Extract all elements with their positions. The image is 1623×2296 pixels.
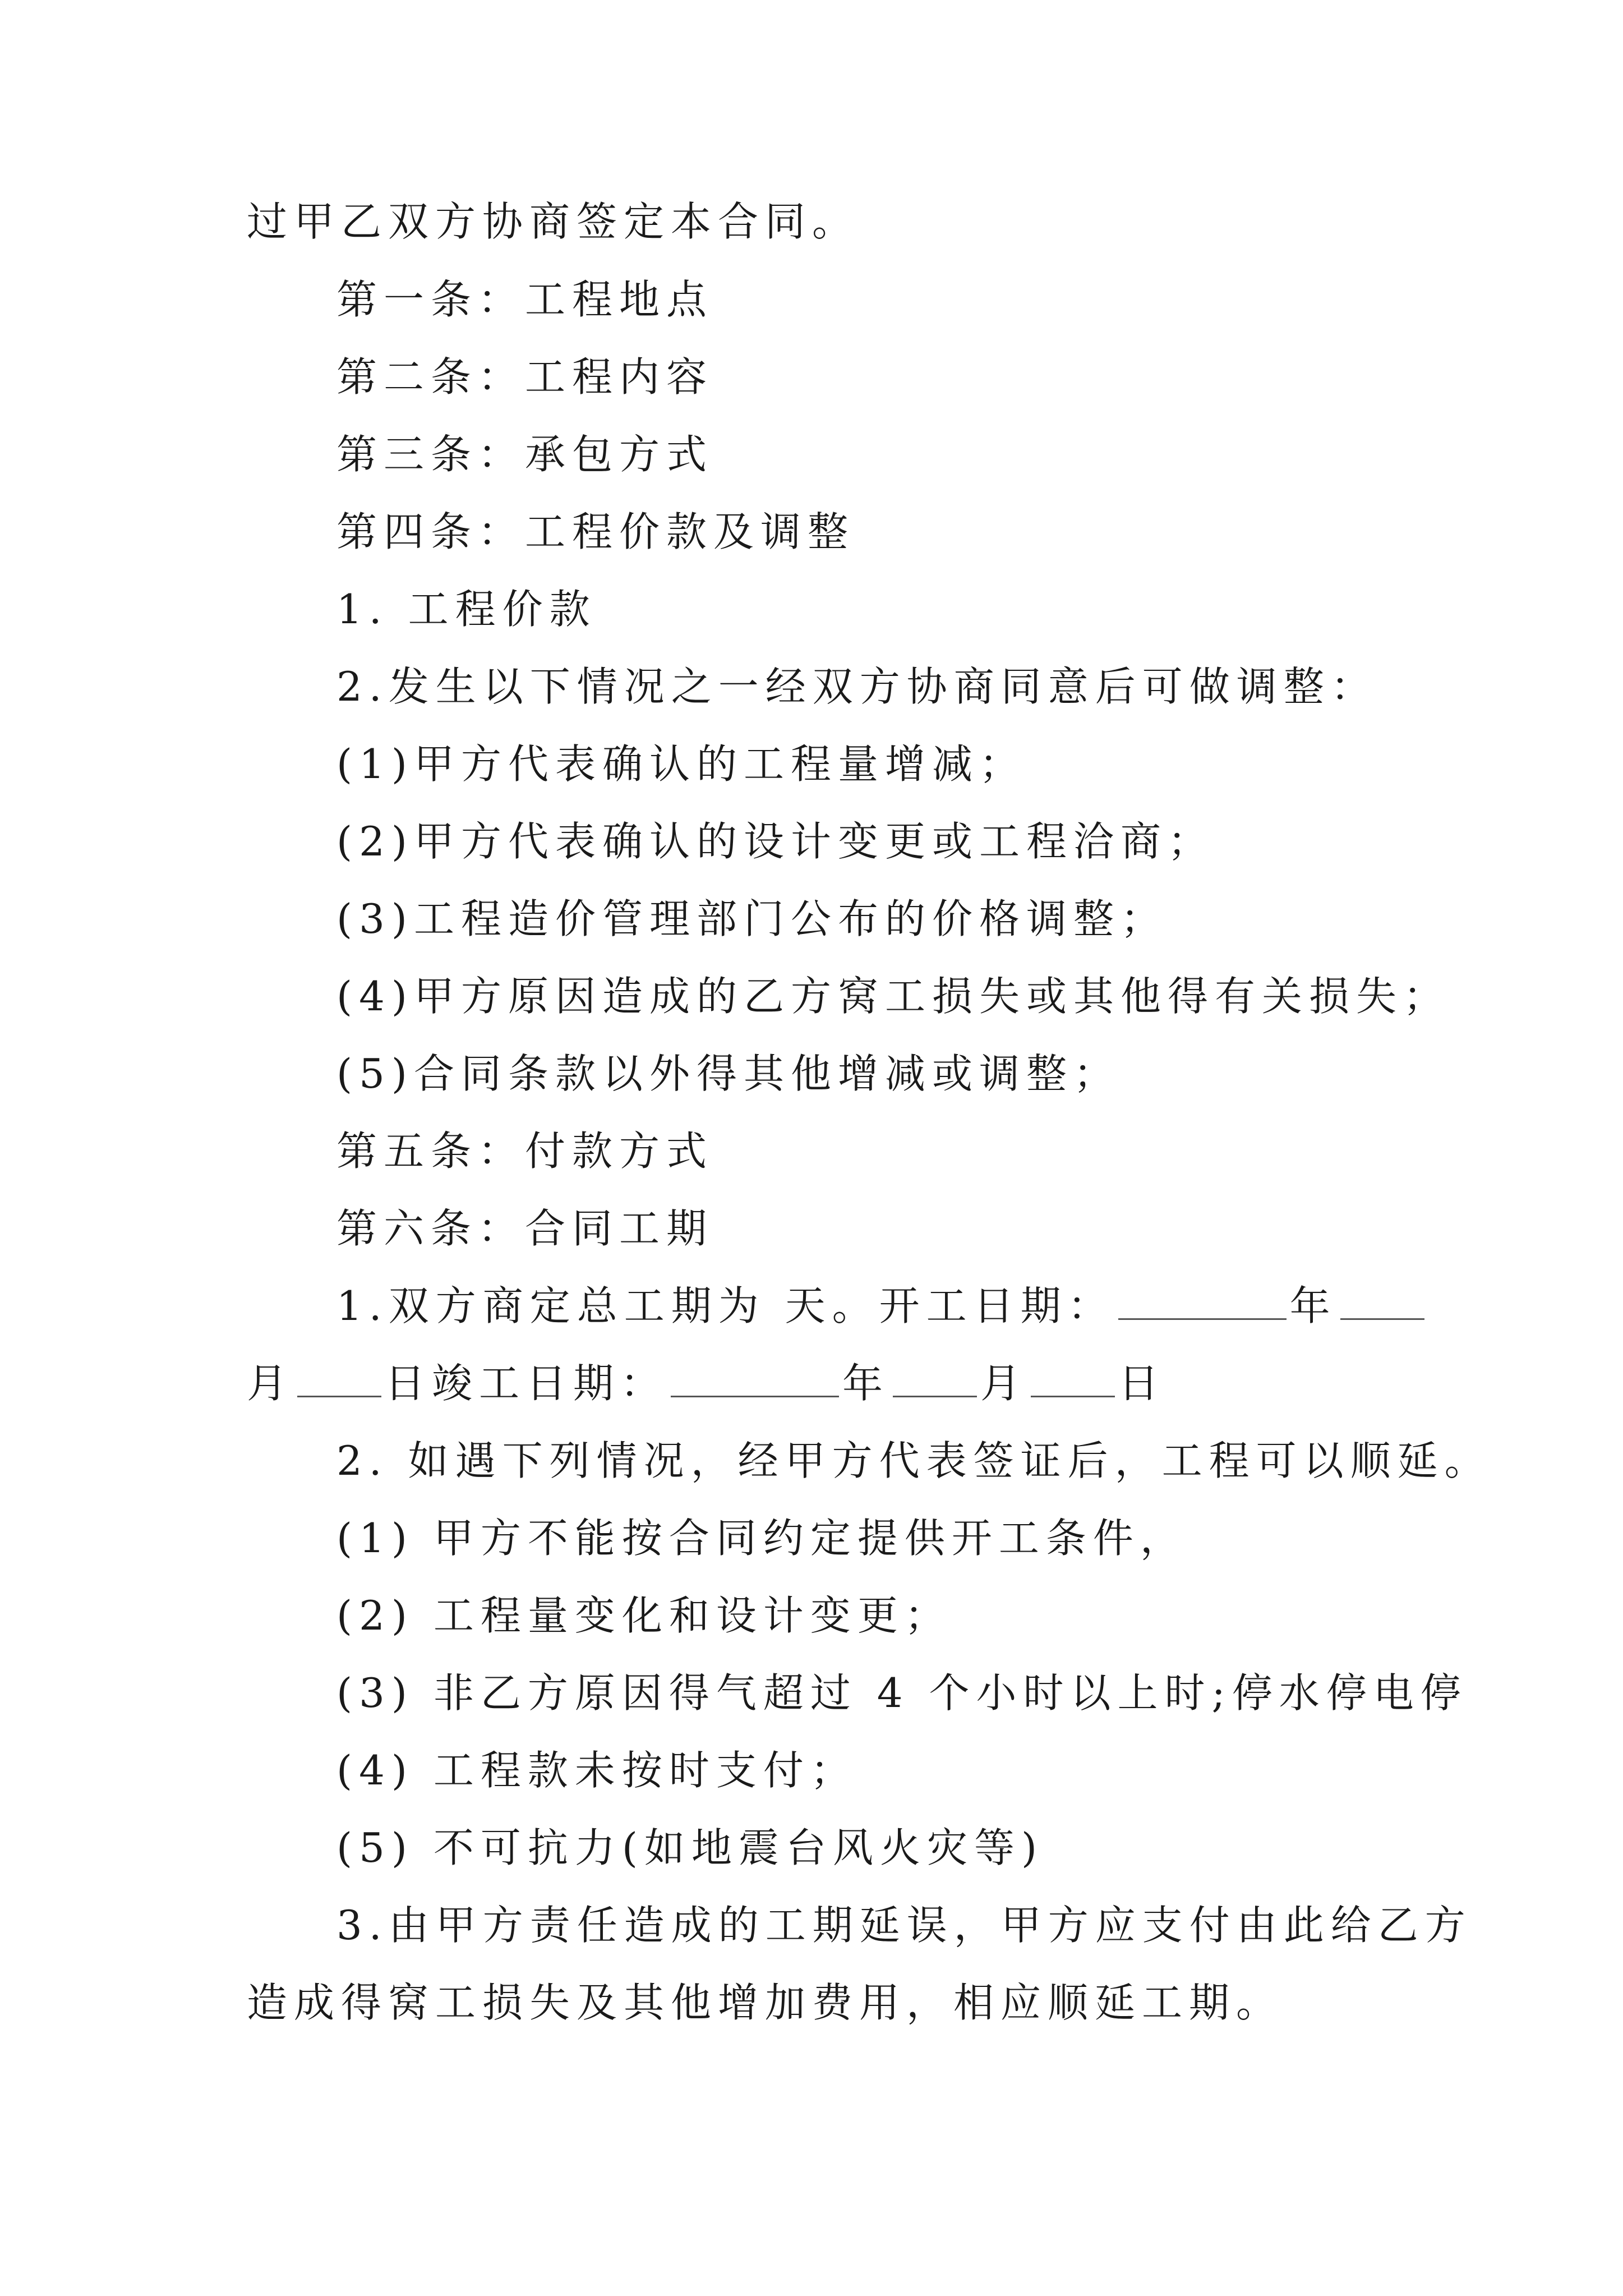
article-3-heading: 第三条：承包方式	[336, 431, 714, 478]
start-year-blank	[1118, 1278, 1287, 1320]
clause-6-2: 2. 如遇下列情况，经甲方代表签证后，工程可以顺延。	[336, 1437, 1492, 1484]
article-1-heading: 第一条：工程地点	[336, 276, 714, 323]
clause-6-2-item-1: (1) 甲方不能按合同约定提供开工条件，	[336, 1515, 1187, 1562]
article-5-heading: 第五条：付款方式	[336, 1128, 714, 1175]
clause-6-3-line-2: 造成得窝工损失及其他增加费用，相应顺延工期。	[247, 1979, 1284, 2026]
clause-4-2-item-5: (5)合同条款以外得其他增减或调整；	[336, 1050, 1121, 1097]
article-6-heading: 第六条：合同工期	[336, 1205, 714, 1252]
end-month-blank	[893, 1355, 977, 1397]
clause-6-1-line-2	[247, 1355, 1165, 1411]
end-month-label: 月	[980, 1360, 1028, 1407]
start-day-blank	[297, 1355, 381, 1397]
clause-6-2-item-2: (2) 工程量变化和设计变更；	[336, 1592, 952, 1639]
clause-4-2-item-2: (2)甲方代表确认的设计变更或工程洽商；	[336, 818, 1215, 865]
schedule-prefix: 1.双方商定总工期为 天。开工日期：	[336, 1282, 1115, 1329]
start-month-blank	[1340, 1278, 1424, 1320]
article-2-heading: 第二条：工程内容	[336, 353, 714, 401]
paragraph-intro-continuation: 过甲乙双方协商签定本合同。	[247, 198, 860, 245]
clause-4-2: 2.发生以下情况之一经双方协商同意后可做调整：	[336, 663, 1378, 710]
end-year-label: 年	[842, 1360, 890, 1407]
end-day-label: 日	[1118, 1360, 1166, 1407]
start-month-label: 月	[247, 1360, 294, 1407]
end-year-blank	[671, 1355, 839, 1397]
end-day-blank	[1031, 1355, 1115, 1397]
completion-date-label: 日竣工日期：	[385, 1360, 668, 1407]
clause-6-3-line-1: 3.由甲方责任造成的工期延误，甲方应支付由此给乙方	[336, 1902, 1472, 1949]
clause-4-1: 1. 工程价款	[336, 586, 597, 633]
clause-6-2-item-5: (5) 不可抗力(如地震台风火灾等)	[336, 1824, 1044, 1871]
clause-6-1-line-1	[336, 1278, 1428, 1334]
clause-4-2-item-4: (4)甲方原因造成的乙方窝工损失或其他得有关损失；	[336, 973, 1450, 1020]
clause-6-2-item-4: (4) 工程款未按时支付；	[336, 1747, 857, 1794]
clause-4-2-item-3: (3)工程造价管理部门公布的价格调整；	[336, 895, 1168, 942]
clause-6-2-item-3: (3) 非乙方原因得气超过 4 个小时以上时;停水停电停	[336, 1669, 1468, 1717]
article-4-heading: 第四条：工程价款及调整	[336, 508, 855, 555]
start-year-label: 年	[1289, 1282, 1337, 1329]
clause-4-2-item-1: (1)甲方代表确认的工程量增减；	[336, 740, 1026, 788]
